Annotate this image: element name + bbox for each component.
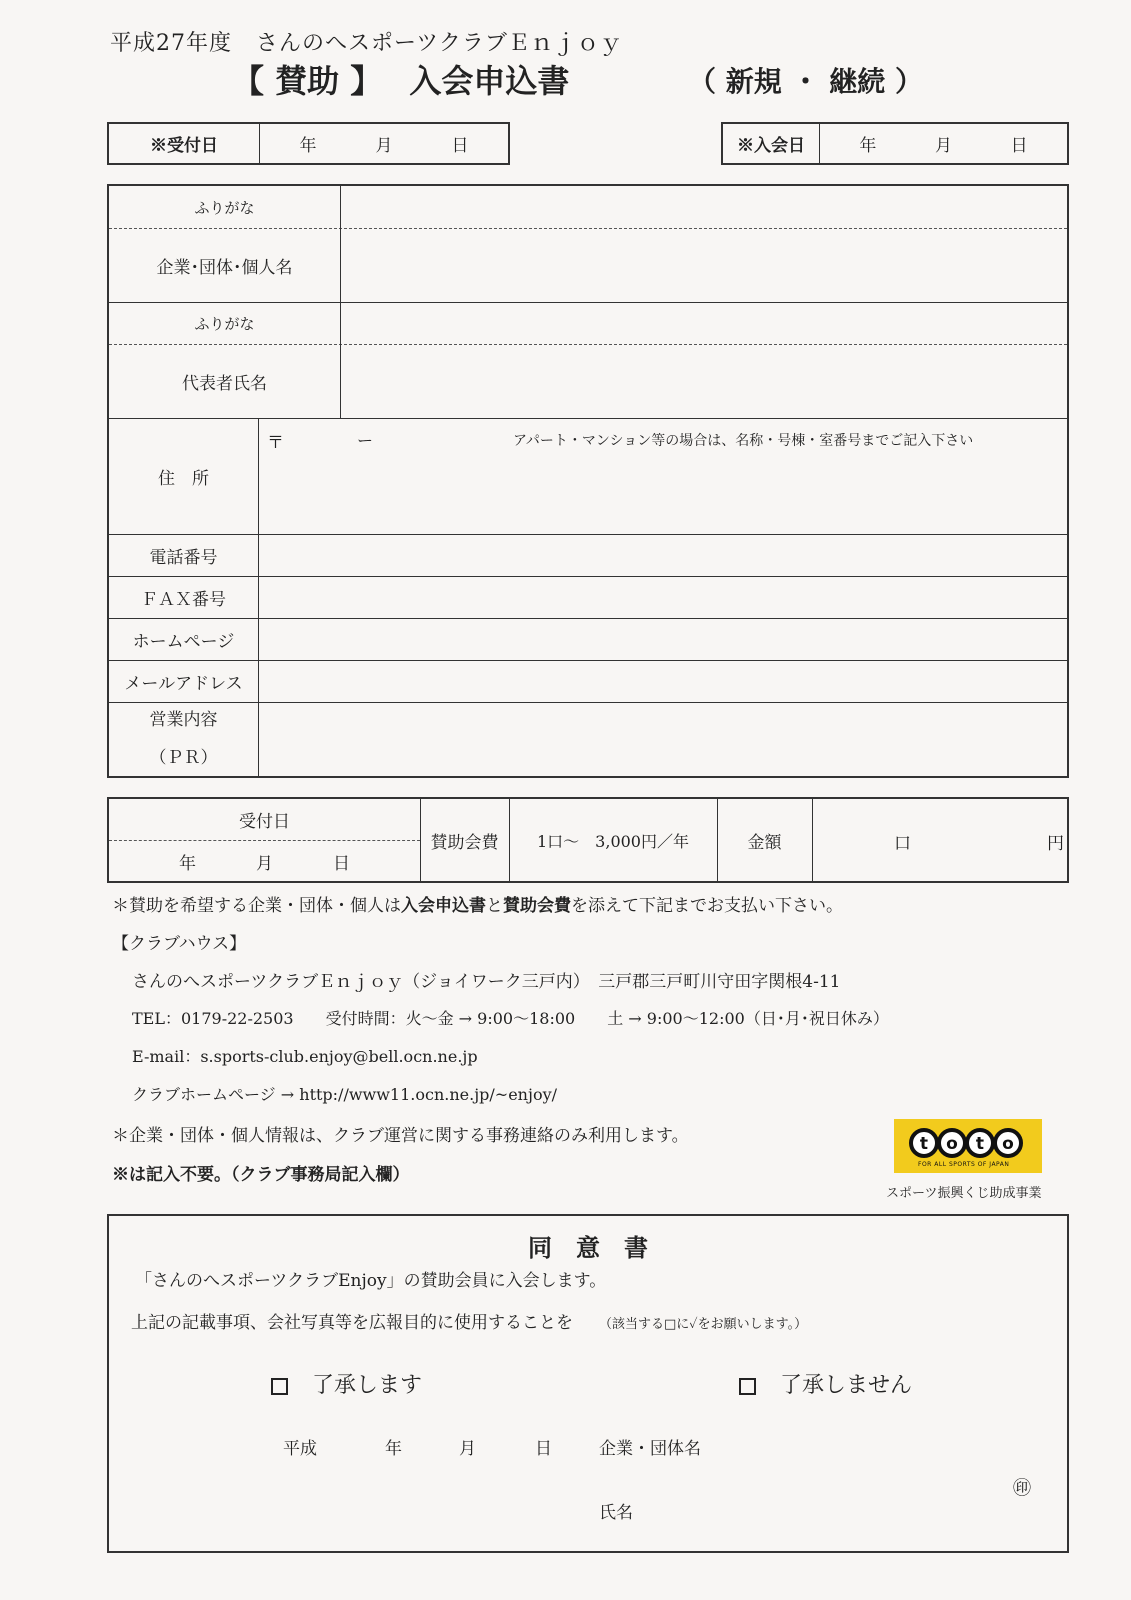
fee-received-label: 受付日 — [109, 799, 420, 841]
fax-label: ＦＡＸ番号 — [109, 576, 259, 618]
payment-note-a: ＊賛助を希望する企業・団体・個人は — [112, 896, 401, 916]
signer-name-label: 氏名 — [599, 1503, 633, 1523]
day-unit: 日 — [1010, 136, 1028, 156]
email-label: メールアドレス — [109, 660, 259, 702]
company-name-label: 企業・団体名 — [599, 1439, 701, 1459]
clubhouse-heading: 【クラブハウス】 — [112, 934, 247, 954]
fee-table — [107, 797, 1069, 883]
header-line — [110, 26, 623, 57]
consent-era: 平成 — [283, 1439, 317, 1459]
received-date-label: ※受付日 — [109, 124, 260, 163]
fax-row[interactable] — [109, 576, 1067, 618]
fee-label: 賛助会費 — [430, 832, 499, 853]
consent-month-unit: 月 — [459, 1439, 476, 1459]
seal-mark: ㊞ — [1013, 1478, 1031, 1499]
clubhouse-tel: TEL：0179-22-2503 受付時間：火～金 → 9:00～18:00 土 → 9:00～12:00（日･月･祝日休み） — [132, 1009, 889, 1028]
month-unit: 月 — [934, 136, 952, 156]
privacy-note: ＊企業・団体・個人情報は、クラブ運営に関する事務連絡のみ利用します。 — [112, 1126, 689, 1146]
disagree-checkbox[interactable] — [739, 1378, 756, 1395]
furigana-label: ふりがな — [109, 186, 341, 228]
clubhouse-homepage[interactable]: クラブホームページ → http://www11.ocn.ne.jp/~enjoy/ — [132, 1085, 558, 1104]
year-unit: 年 — [299, 136, 317, 156]
month-unit: 月 — [375, 136, 393, 156]
joined-date-label: ※入会日 — [723, 124, 820, 163]
consent-title: 同 意 書 — [528, 1233, 648, 1262]
payment-note — [112, 891, 843, 916]
phone-label: 電話番号 — [109, 534, 259, 576]
payment-note-and: と — [486, 896, 503, 916]
joined-date-box[interactable] — [721, 122, 1069, 165]
business-row[interactable] — [109, 702, 1067, 776]
units-label: 口 — [894, 834, 911, 854]
month-unit: 月 — [256, 853, 273, 874]
svg-text:t: t — [975, 1134, 985, 1154]
consent-day-unit: 日 — [535, 1439, 552, 1459]
company-furigana-row[interactable] — [109, 186, 1067, 228]
svg-text:o: o — [946, 1134, 958, 1154]
received-date-value[interactable] — [260, 124, 508, 163]
received-date-box[interactable] — [107, 122, 510, 165]
agree-checkbox[interactable] — [271, 1378, 288, 1395]
payment-note-fee: 賛助会費 — [503, 896, 571, 916]
payment-note-form: 入会申込書 — [401, 896, 486, 916]
payment-note-e: を添えて下記までお支払い下さい。 — [571, 896, 843, 916]
application-type: （ 新規 ・ 継続 ） — [688, 65, 923, 98]
disagree-option[interactable] — [739, 1368, 912, 1399]
representative-label: 代表者氏名 — [109, 344, 341, 418]
company-name-row[interactable] — [109, 228, 1067, 302]
representative-furigana-row[interactable] — [109, 302, 1067, 344]
year-unit: 年 — [179, 853, 196, 874]
company-name-label: 企業･団体･個人名 — [109, 228, 341, 302]
address-label: 住 所 — [109, 418, 259, 534]
yen-label: 円 — [1047, 834, 1064, 854]
fee-rate: 1口～ 3,000円／年 — [537, 831, 689, 851]
application-form — [107, 184, 1069, 778]
amount-label: 金額 — [747, 832, 782, 853]
email-row[interactable] — [109, 660, 1067, 702]
homepage-row[interactable] — [109, 618, 1067, 660]
toto-tagline: FOR ALL SPORTS OF JAPAN — [918, 1161, 1010, 1168]
postal-mark: 〒 — [267, 433, 284, 453]
address-note: アパート・マンション等の場合は、名称・号棟・室番号までご記入下さい — [513, 433, 974, 449]
day-unit: 日 — [333, 853, 350, 874]
joined-date-value[interactable] — [820, 124, 1067, 163]
day-unit: 日 — [451, 136, 469, 156]
toto-caption: スポーツ振興くじ助成事業 — [886, 1186, 1042, 1201]
svg-text:o: o — [1002, 1134, 1014, 1154]
phone-row[interactable] — [109, 534, 1067, 576]
consent-year-unit: 年 — [385, 1439, 402, 1459]
fiscal-year: 平成27年度 — [110, 31, 232, 56]
clubhouse-email[interactable]: E-mail：s.sports-club.enjoy@bell.ocn.ne.jp — [132, 1047, 478, 1066]
homepage-label: ホームページ — [109, 618, 259, 660]
business-label — [109, 702, 259, 776]
consent-line2 — [131, 1308, 807, 1333]
postal-dash: ー — [357, 431, 374, 450]
fee-received-date[interactable] — [109, 841, 420, 881]
toto-logo — [894, 1119, 1042, 1173]
year-unit: 年 — [859, 136, 877, 156]
page-title: 【 賛助 】 入会申込書 — [232, 62, 570, 100]
address-row[interactable] — [109, 418, 1067, 534]
amount-field[interactable] — [812, 799, 1068, 881]
agree-option[interactable] — [271, 1368, 422, 1399]
consent-line2-text: 上記の記載事項、会社写真等を広報目的に使用することを — [131, 1313, 573, 1333]
consent-form — [107, 1214, 1069, 1553]
agree-label: 了承します — [312, 1373, 423, 1398]
disagree-label: 了承しません — [780, 1373, 913, 1398]
business-label-line1: 営業内容 — [149, 710, 218, 730]
furigana-label: ふりがな — [109, 302, 341, 344]
svg-text:t: t — [919, 1134, 929, 1154]
consent-line1: 「さんのへスポーツクラブEnjoy」の賛助会員に入会します。 — [135, 1271, 607, 1291]
not-required-note: ※は記入不要。（クラブ事務局記入欄） — [112, 1165, 410, 1185]
business-label-line2: （ＰＲ） — [149, 748, 218, 768]
clubhouse-address: さんのへスポーツクラブＥｎｊｏｙ（ジョイワーク三戸内） 三戸郡三戸町川守田字関根4-11 — [132, 972, 841, 992]
representative-row[interactable] — [109, 344, 1067, 418]
consent-line2-note: （該当する□に✓をお願いします。） — [599, 1317, 808, 1332]
club-name: さんのへスポーツクラブＥｎｊｏｙ — [256, 31, 623, 56]
